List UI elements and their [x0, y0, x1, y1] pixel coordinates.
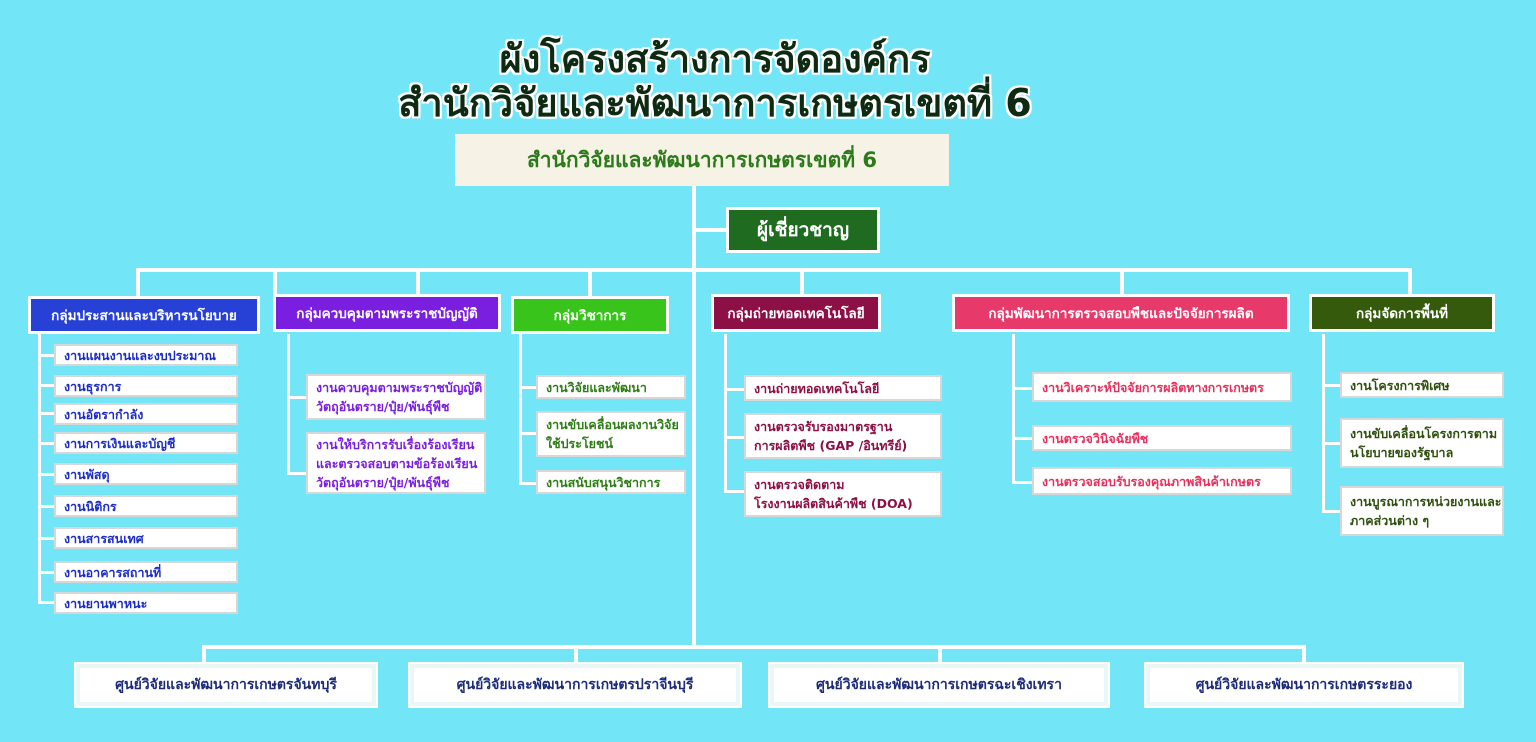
list-item: งานวิจัยและพัฒนา: [536, 375, 686, 399]
list-item: งานขับเคลื่อนโครงการตาม นโยบายของรัฐบาล: [1340, 418, 1504, 468]
group-header-inspection: กลุ่มพัฒนาการตรวจสอบพืชและปัจจัยการผลิต: [952, 294, 1290, 332]
group-header-regulation: กลุ่มควบคุมตามพระราชบัญญัติ: [273, 294, 501, 332]
center-prachinburi: ศูนย์วิจัยและพัฒนาการเกษตรปราจีนบุรี: [410, 664, 740, 706]
list-item: งานอาคารสถานที่: [54, 561, 238, 583]
group-header-policy: กลุ่มประสานและบริหารนโยบาย: [28, 296, 260, 334]
chart-title-line1: ผังโครงสร้างการจัดองค์กร: [499, 37, 931, 81]
expert-box: ผู้เชี่ยวชาญ: [726, 207, 880, 253]
chart-title-line2: สำนักวิจัยและพัฒนาการเกษตรเขตที่ 6: [398, 81, 1032, 125]
list-item: งานสารสนเทศ: [54, 527, 238, 549]
list-item: งานขับเคลื่อนผลงานวิจัย ใช้ประโยชน์: [536, 411, 686, 457]
group-header-academic: กลุ่มวิชาการ: [511, 296, 669, 334]
list-item: งานวิเคราะห์ปัจจัยการผลิตทางการเกษตร: [1032, 372, 1292, 402]
list-item: งานแผนงานและงบประมาณ: [54, 344, 238, 366]
list-item: งานนิติกร: [54, 495, 238, 517]
list-item: งานตรวจวินิจฉัยพืช: [1032, 425, 1292, 451]
group-header-area-management: กลุ่มจัดการพื้นที่: [1309, 294, 1495, 332]
list-item: งานถ่ายทอดเทคโนโลยี: [744, 375, 942, 401]
center-rayong: ศูนย์วิจัยและพัฒนาการเกษตรระยอง: [1146, 664, 1462, 706]
list-item: งานตรวจสอบรับรองคุณภาพสินค้าเกษตร: [1032, 467, 1292, 495]
center-chanthaburi: ศูนย์วิจัยและพัฒนาการเกษตรจันทบุรี: [76, 664, 376, 706]
center-chachoengsao: ศูนย์วิจัยและพัฒนาการเกษตรฉะเชิงเทรา: [770, 664, 1108, 706]
list-item: งานธุรการ: [54, 375, 238, 397]
list-item: งานตรวจรับรองมาตรฐาน การผลิตพืช (GAP /อินทรีย์): [744, 413, 942, 459]
list-item: งานบูรณาการหน่วยงานและ ภาคส่วนต่าง ๆ: [1340, 486, 1504, 536]
root-office-box: สำนักวิจัยและพัฒนาการเกษตรเขตที่ 6: [455, 134, 949, 186]
list-item: งานควบคุมตามพระราชบัญญัติ วัตถุอันตราย/ปุ๋ย/พันธุ์พืช: [306, 374, 486, 420]
list-item: งานตรวจติดตาม โรงงานผลิตสินค้าพืช (DOA): [744, 471, 942, 517]
list-item: งานอัตรากำลัง: [54, 403, 238, 425]
group-header-technology-transfer: กลุ่มถ่ายทอดเทคโนโลยี: [711, 294, 881, 332]
list-item: งานพัสดุ: [54, 463, 238, 485]
list-item: งานโครงการพิเศษ: [1340, 372, 1504, 398]
list-item: งานสนับสนุนวิชาการ: [536, 470, 686, 494]
list-item: งานการเงินและบัญชี: [54, 432, 238, 454]
list-item: งานให้บริการรับเรื่องร้องเรียน และตรวจสอบตามข้อร้องเรียน วัตถุอันตราย/ปุ๋ย/พันธุ์พืช: [306, 432, 486, 494]
list-item: งานยานพาหนะ: [54, 592, 238, 614]
